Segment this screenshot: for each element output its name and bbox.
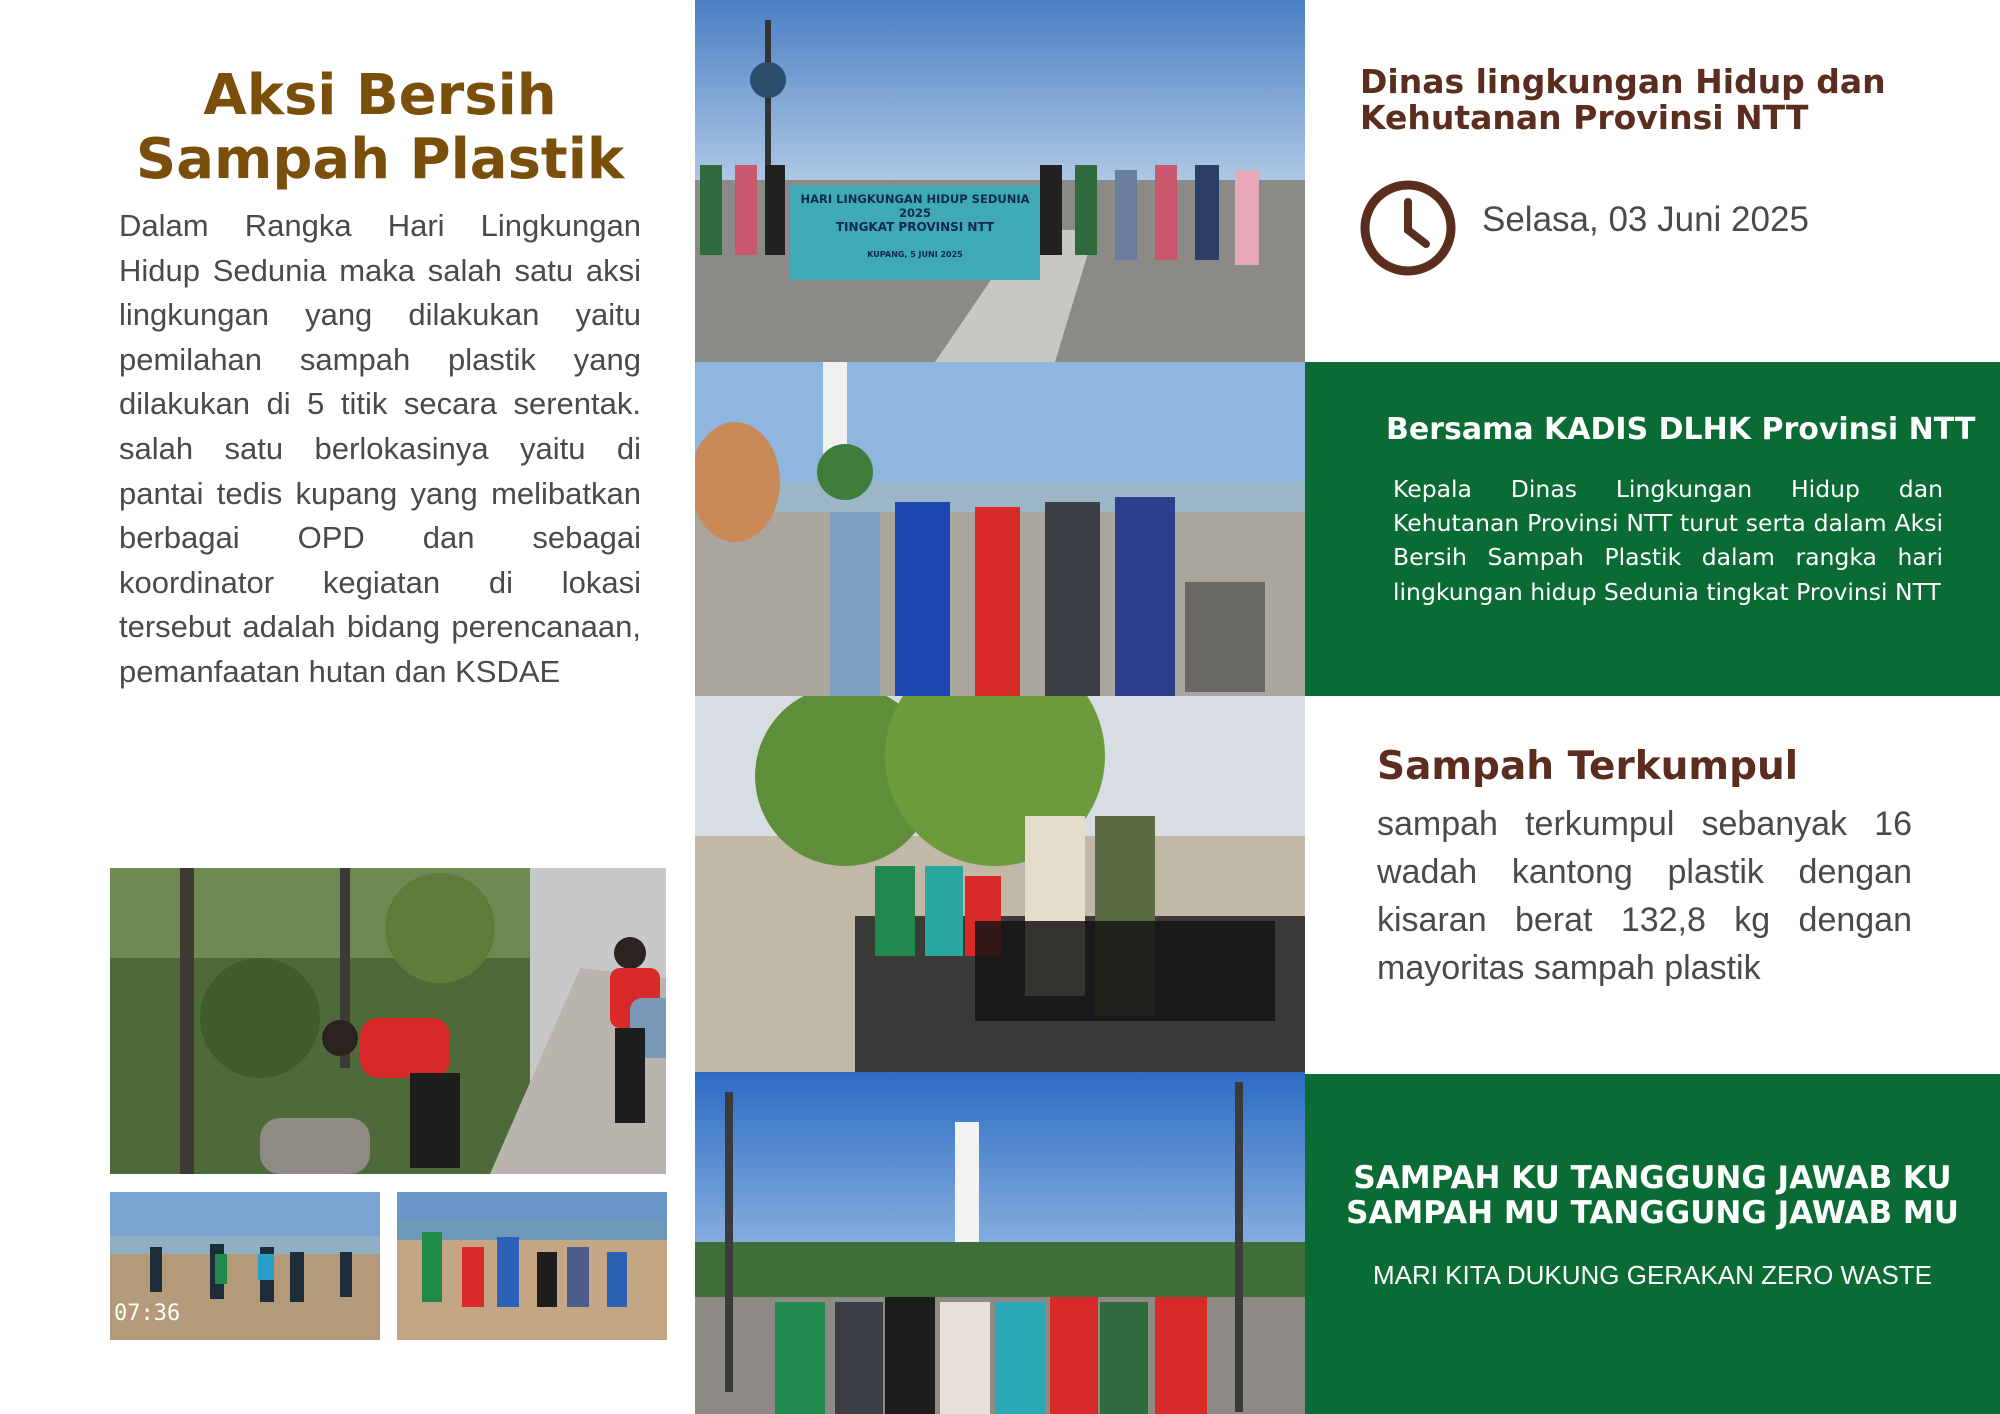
organization-line-1: Dinas lingkungan Hidup dan [1360,62,1886,101]
banner-line-2: TINGKAT PROVINSI NTT [835,220,995,234]
banner-line-3: KUPANG, 5 JUNI 2025 [867,250,963,259]
clock-icon [1358,178,1458,278]
slogan-line-3: MARI KITA DUKUNG GERAKAN ZERO WASTE [1372,1260,1933,1290]
kadis-body: Kepala Dinas Lingkungan Hidup dan Kehutanan Provinsi NTT turut serta dalam Aksi Bersih Sampah Plastik dalam rangka hari lingkungan hidup Sedunia tingkat Provinsi NTT [1393,475,1943,606]
photo-group-banner [695,0,1305,362]
photo-beach-small-2 [397,1192,667,1340]
photo-cleanup-fence [110,868,666,1174]
slogan-line-2: SAMPAH MU TANGGUNG JAWAB MU [1346,1195,1959,1231]
collected-body: sampah terkumpul sebanyak 16 wadah kantong plastik dengan kisaran berat 132,8 kg dengan mayoritas sampah plastik [1377,805,1912,987]
page-title [100,64,660,192]
title-line-2: Sampah Plastik [135,127,625,192]
slogan-panel [1305,1074,2000,1414]
banner-line-1: HARI LINGKUNGAN HIDUP SEDUNIA 2025 [800,192,1030,220]
title-line-1: Aksi Bersih [203,63,557,128]
event-banner [793,192,1037,259]
slogan-line-1: SAMPAH KU TANGGUNG JAWAB KU [1353,1160,1952,1196]
photo-kadis-group [695,362,1305,696]
organization-name [1360,64,1920,136]
organization-line-2: Kehutanan Provinsi NTT [1360,98,1809,137]
photo-timestamp: 07:36 [114,1301,181,1326]
photo-trash-truck [695,696,1305,1072]
kadis-heading: Bersama KADIS DLHK Provinsi NTT [1386,412,1976,447]
collected-heading: Sampah Terkumpul [1377,744,1799,789]
intro-paragraph: Dalam Rangka Hari Lingkungan Hidup Sedunia maka salah satu aksi lingkungan yang dilakukan yaitu pemilahan sampah plastik yang dilakukan di 5 titik secara serentak. salah satu berlokasinya yaitu di pantai tedis kupang yang melibatkan berbagai OPD dan sebagai koordinator kegiatan di lokasi tersebut adalah bidang perencanaan, pemanfaatan hutan dan KSDAE [119,208,641,689]
event-date: Selasa, 03 Juni 2025 [1482,200,1809,239]
photo-beach-small-1 [110,1192,380,1340]
photo-lighthouse-group [695,1072,1305,1414]
